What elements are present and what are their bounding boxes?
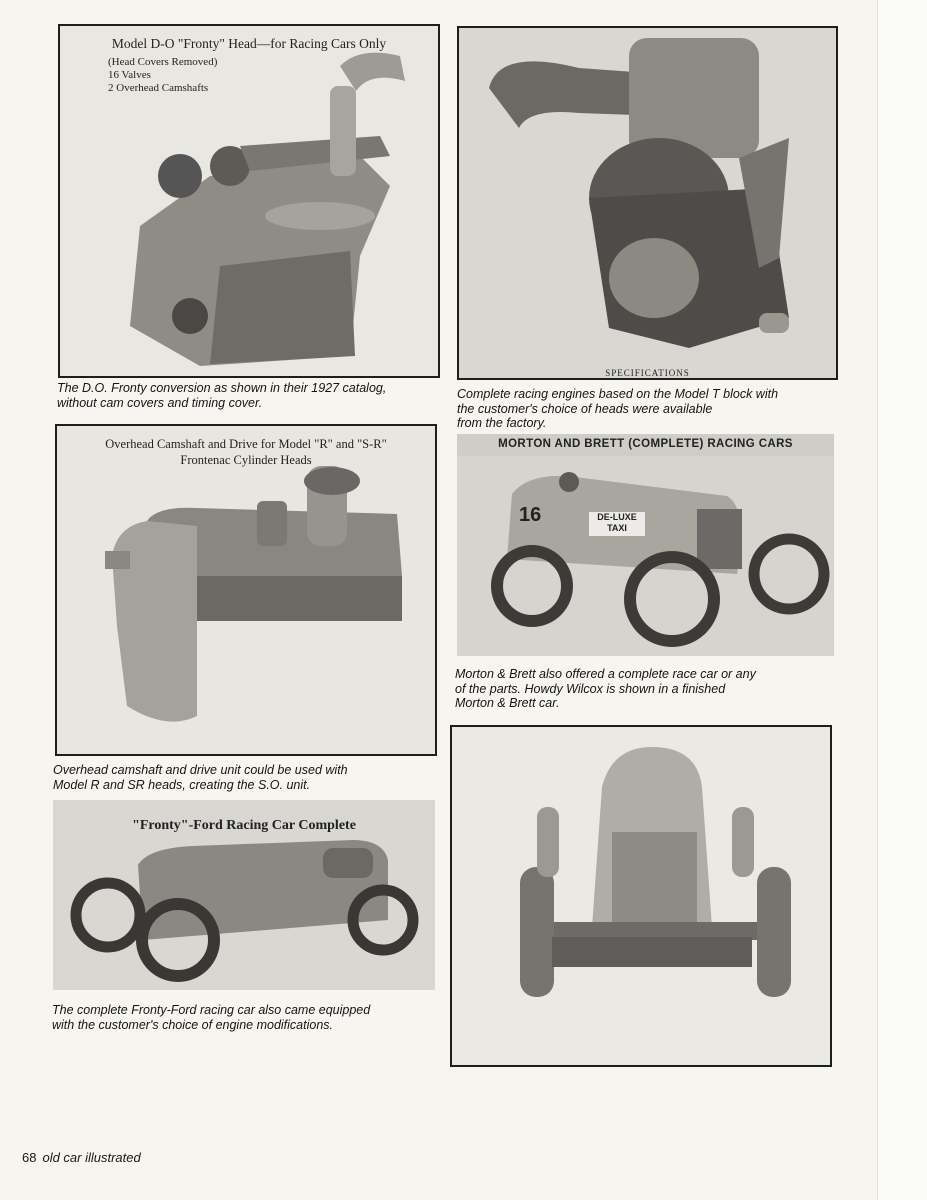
fronty-ford-title: "Fronty"-Ford Racing Car Complete <box>132 818 356 833</box>
overhead-cam-photo <box>55 424 437 756</box>
caption-line: The complete Fronty-Ford racing car also came equipped <box>52 1003 371 1017</box>
caption-line: from the factory. <box>457 416 547 430</box>
title-line: Frontenac Cylinder Heads <box>180 453 312 467</box>
racing-engine-illustration <box>459 28 836 378</box>
car-sign <box>589 512 645 536</box>
note-line: (Head Covers Removed) <box>108 56 218 68</box>
overhead-cam-illustration <box>57 426 435 754</box>
fronty-head-photo <box>58 24 440 378</box>
title-line: Overhead Camshaft and Drive for Model "R" and "S-R" <box>105 437 387 451</box>
fronty-head-caption <box>57 381 386 410</box>
chassis-front-illustration <box>452 727 830 1065</box>
sign-line: TAXI <box>607 523 627 533</box>
fronty-ford-caption <box>52 1003 370 1032</box>
caption-line: Model R and SR heads, creating the S.O. unit. <box>53 777 311 792</box>
page-footer <box>22 1150 141 1165</box>
sign-line: DE-LUXE <box>597 512 637 522</box>
note-line: 2 Overhead Camshafts <box>108 82 209 94</box>
race-car-illustration <box>457 434 834 656</box>
overhead-cam-title <box>57 436 435 468</box>
caption-line: of the parts. Howdy Wilcox is shown in a finished <box>455 681 726 696</box>
specifications-label: SPECIFICATIONS <box>605 368 690 378</box>
fronty-head-title: Model D-O "Fronty" Head—for Racing Cars Only <box>111 36 387 51</box>
racing-engine-photo <box>457 26 838 380</box>
caption-line: without cam covers and timing cover. <box>57 395 263 410</box>
caption-line: Complete racing engines based on the Model T block with <box>457 387 779 401</box>
note-line: 16 Valves <box>108 69 151 81</box>
page-number: 68 <box>22 1150 37 1165</box>
caption-line: Overhead camshaft and drive unit could be used with <box>53 763 348 777</box>
morton-brett-photo <box>457 434 834 656</box>
caption-line: Morton & Brett also offered a complete race car or any <box>455 667 756 681</box>
chassis-front-photo <box>450 725 832 1067</box>
caption-line: Morton & Brett car. <box>455 696 560 710</box>
morton-brett-title: MORTON AND BRETT (COMPLETE) RACING CARS <box>498 438 793 450</box>
page-edge <box>877 0 927 1200</box>
racing-engine-caption <box>457 387 778 431</box>
fronty-head-notes <box>108 56 217 95</box>
fronty-ford-photo <box>53 800 435 990</box>
caption-line: with the customer's choice of engine modifications. <box>52 1017 333 1032</box>
car-number: 16 <box>519 504 542 526</box>
overhead-cam-caption <box>53 763 348 792</box>
publication-name: old car illustrated <box>42 1150 141 1165</box>
morton-brett-caption <box>455 667 756 711</box>
caption-line: the customer's choice of heads were available <box>457 401 713 416</box>
caption-line: The D.O. Fronty conversion as shown in their 1927 catalog, <box>57 381 387 395</box>
